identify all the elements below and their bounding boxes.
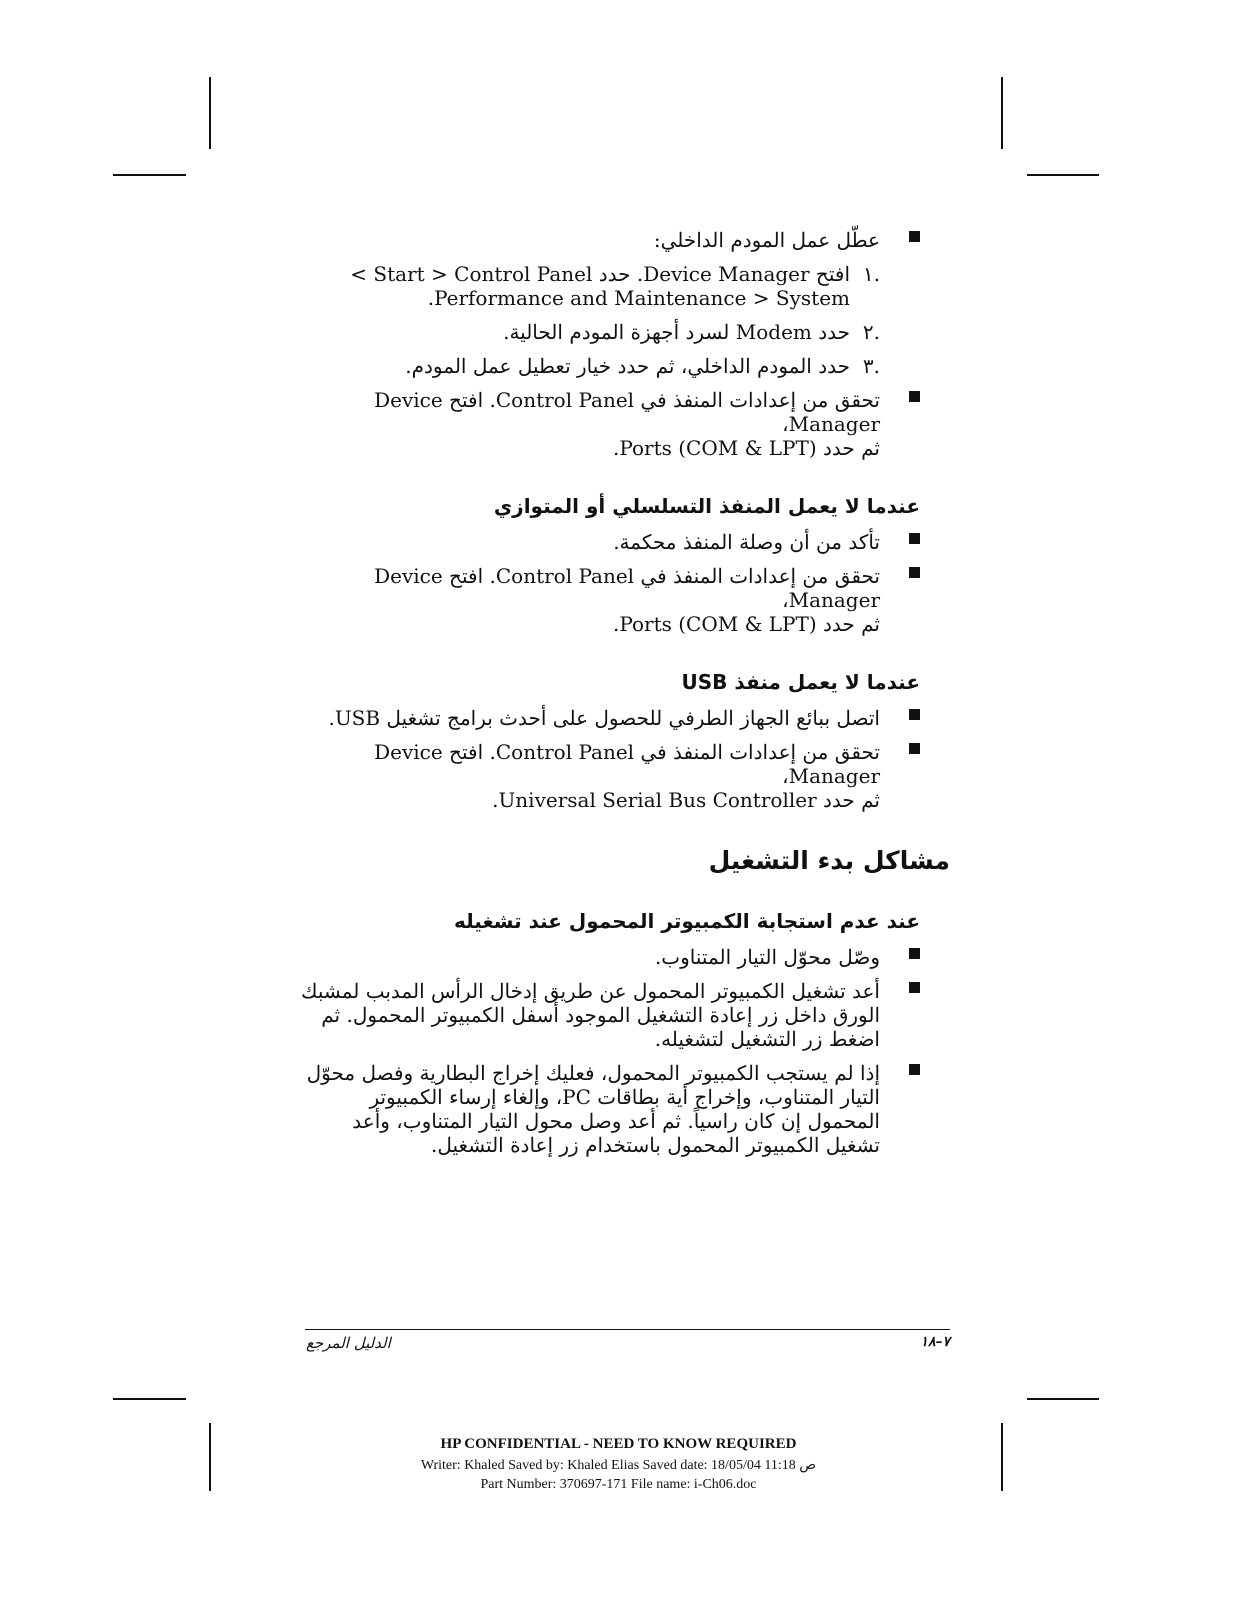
square-bullet-icon xyxy=(909,231,920,242)
modem-step-3: .٣ حدد المودم الداخلي، ثم حدد خيار تعطيل عمل المودم. xyxy=(405,354,880,378)
heading-usb-port: عندما لا يعمل منفذ USB xyxy=(681,670,920,694)
footer-rule xyxy=(305,1329,950,1330)
modem-step-1: .١ افتح Device Manager. حدد Start > Control Panel > Performance and Maintenance > System. xyxy=(350,262,880,310)
crop-mark-top-left-horizontal xyxy=(113,174,186,176)
footer-book-title: الدليل المرجع xyxy=(306,1334,391,1352)
page-content xyxy=(300,228,950,1157)
footer-page-number: ٧–١٨ xyxy=(920,1334,950,1350)
bullet-remove-battery: إذا لم يستجب الكمبيوتر المحمول، فعليك إخراج البطارية وفصل محوّل التيار المتناوب، وإخراج أية بطاقات PC، وإلغاء إرساء الكمبيوتر المحمول إن كان راسياً. ثم أعد وصل محول التيار المتناوب، وأعد تشغيل الكمبيوتر المحمول باستخدام زر إعادة التشغيل. xyxy=(300,1061,920,1157)
crop-mark-top-right-vertical xyxy=(1001,77,1003,149)
bullet-reset-notebook: أعد تشغيل الكمبيوتر المحمول عن طريق إدخال الرأس المدبب لمشبك الورق داخل زر إعادة التشغيل الموجود أسفل الكمبيوتر المحمول. ثم اضغط زر التشغيل لتشغيله. xyxy=(300,979,920,1051)
bullet-check-port-settings: تحقق من إعدادات المنفذ في Control Panel. افتح Device Manager، ثم حدد Ports (COM & LPT). xyxy=(300,388,920,460)
bullet-usb-vendor: اتصل ببائع الجهاز الطرفي للحصول على أحدث برامج تشغيل USB. xyxy=(300,706,920,730)
heading-no-response-on-power: عند عدم استجابة الكمبيوتر المحمول عند تشغيله xyxy=(454,909,920,933)
document-writer-info: Writer: Khaled Saved by: Khaled Elias Saved date: 18/05/04 11:18 ص xyxy=(420,1458,817,1473)
document-part-info: Part Number: 370697-171 File name: i-Ch06.doc xyxy=(480,1477,757,1492)
square-bullet-icon xyxy=(909,709,920,720)
crop-mark-bottom-left-horizontal xyxy=(113,1398,186,1400)
bullet-connect-ac-adapter: وصّل محوّل التيار المتناوب. xyxy=(300,945,920,969)
square-bullet-icon xyxy=(909,567,920,578)
crop-mark-bottom-right-horizontal xyxy=(1027,1398,1099,1400)
square-bullet-icon xyxy=(909,743,920,754)
square-bullet-icon xyxy=(909,948,920,959)
heading-serial-parallel-port: عندما لا يعمل المنفذ التسلسلي أو المتوازي xyxy=(493,494,920,518)
crop-mark-top-left-vertical xyxy=(209,77,211,149)
square-bullet-icon xyxy=(909,982,920,993)
square-bullet-icon xyxy=(909,391,920,402)
bullet-port-connection: تأكد من أن وصلة المنفذ محكمة. xyxy=(300,530,920,554)
square-bullet-icon xyxy=(909,1064,920,1075)
bullet-serial-port-settings: تحقق من إعدادات المنفذ في Control Panel. افتح Device Manager، ثم حدد Ports (COM & LPT). xyxy=(300,564,920,636)
bullet-usb-port-settings: تحقق من إعدادات المنفذ في Control Panel. افتح Device Manager، ثم حدد Universal Serial Bus Controller. xyxy=(300,740,920,812)
bullet-disable-modem: عطّل عمل المودم الداخلي: xyxy=(300,228,920,252)
section-title-startup-problems: مشاكل بدء التشغيل xyxy=(708,846,950,875)
square-bullet-icon xyxy=(909,533,920,544)
confidential-notice: HP CONFIDENTIAL - NEED TO KNOW REQUIRED xyxy=(440,1436,797,1452)
modem-step-2: .٢ حدد Modem لسرد أجهزة المودم الحالية. xyxy=(503,320,880,344)
crop-mark-top-right-horizontal xyxy=(1027,174,1099,176)
